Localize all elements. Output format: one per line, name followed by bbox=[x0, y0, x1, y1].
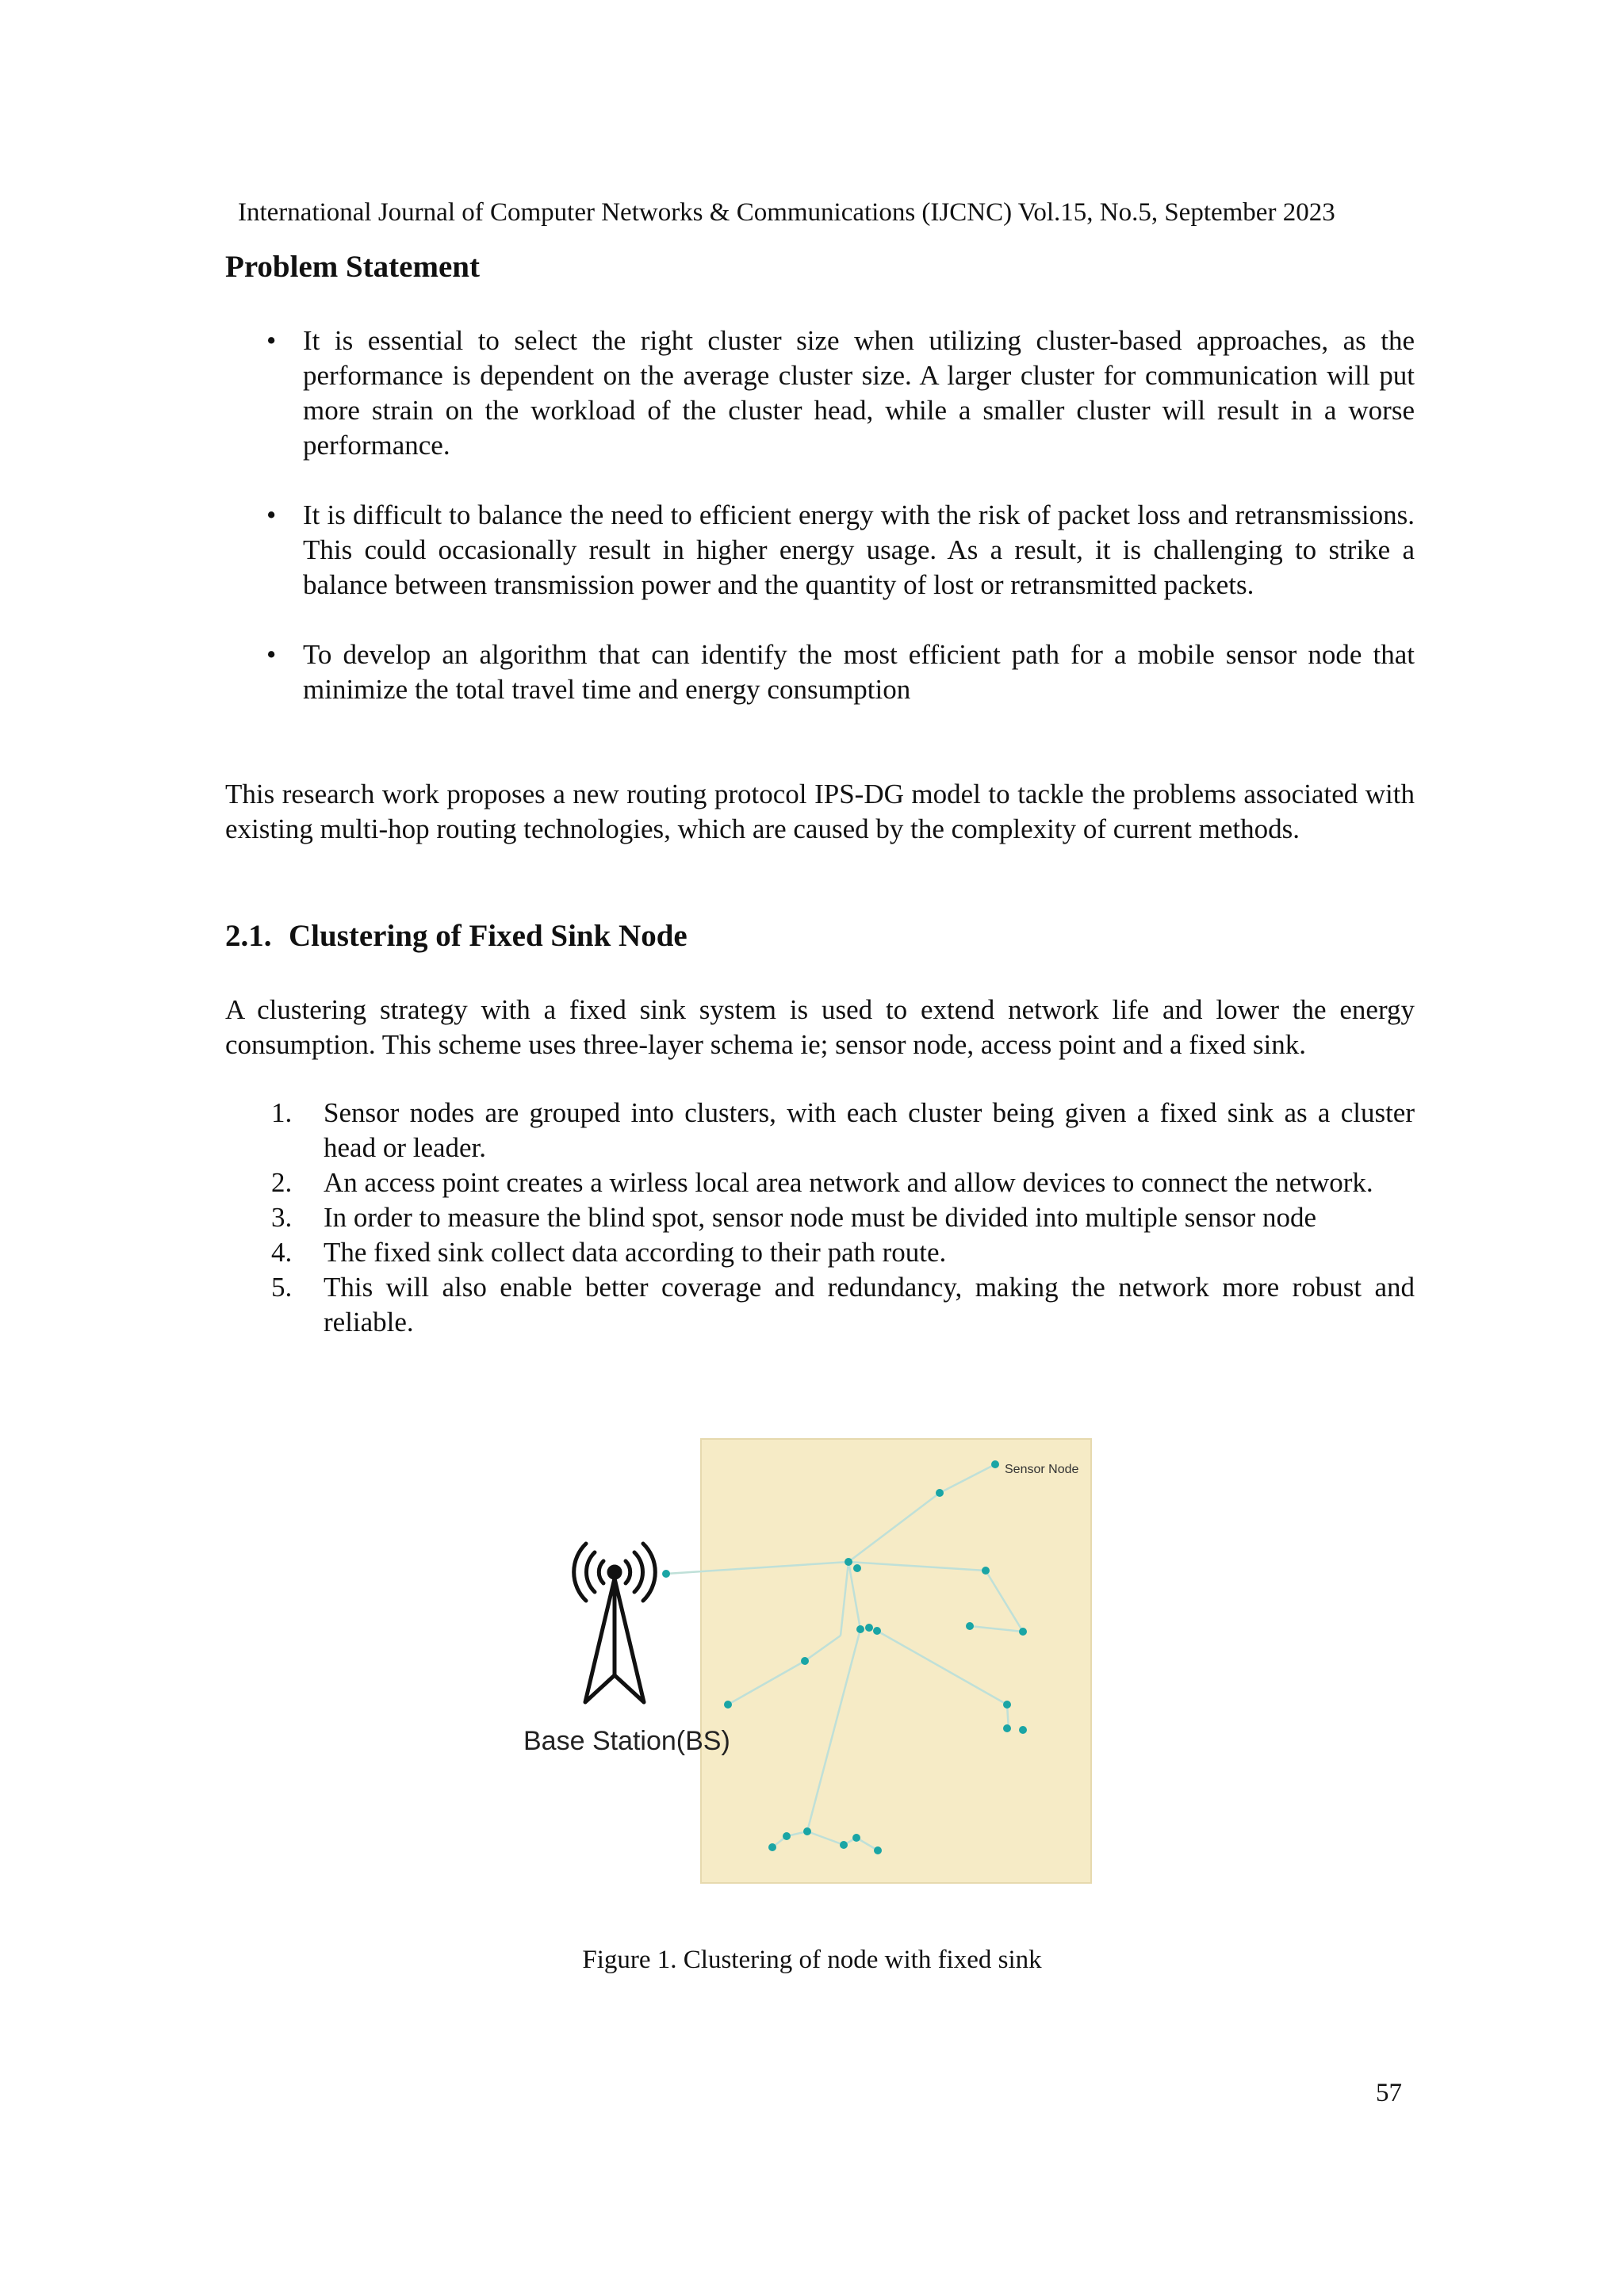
wave-outer-right-icon bbox=[643, 1544, 655, 1601]
sensor-node bbox=[845, 1558, 852, 1566]
sensor-node bbox=[783, 1832, 791, 1840]
sensor-node-label: Sensor Node bbox=[1005, 1463, 1079, 1476]
problem-bullet: • It is difficult to balance the need to efficient energy with the risk of packet loss and retransmissions. This could occasionally result in higher energy usage. As a result, it is challenging to strike a balance between transmission power and the quantity of lost or retransmitted packets. bbox=[266, 499, 1415, 600]
sensor-node bbox=[874, 1846, 882, 1854]
sensor-node bbox=[1019, 1628, 1027, 1636]
numbered-item: 1. Sensor nodes are grouped into clusters, with each cluster being given a fixed sink as a cluster head or leader. bbox=[271, 1097, 1415, 1163]
section-heading bbox=[225, 916, 688, 956]
sensor-node bbox=[966, 1622, 974, 1630]
sensor-node bbox=[856, 1625, 864, 1633]
problem-bullet: • To develop an algorithm that can identify the most efficient path for a mobile sensor node that minimize the total travel time and energy consumption bbox=[266, 639, 1415, 705]
wave-inner-right-icon bbox=[626, 1561, 630, 1583]
sensor-node bbox=[662, 1570, 670, 1578]
numbered-item: 2. An access point creates a wirless local area network and allow devices to connect the network. bbox=[271, 1167, 1373, 1198]
numbered-list bbox=[225, 1096, 1415, 1340]
sensor-node bbox=[768, 1843, 776, 1851]
problem-paragraph: This research work proposes a new routing protocol IPS-DG model to tackle the problems associated with existing multi-hop routing technologies, which are caused by the complexity of current methods. bbox=[225, 779, 1415, 844]
bullet-icon: • bbox=[266, 639, 277, 670]
sensor-node bbox=[724, 1701, 732, 1709]
sensor-node bbox=[852, 1834, 860, 1842]
sensor-node bbox=[801, 1657, 809, 1665]
running-header: International Journal of Computer Networks & Communications (IJCNC) Vol.15, No.5, September 2023 bbox=[238, 198, 1335, 227]
figure-clustering-diagram bbox=[508, 1423, 1094, 1891]
antenna-top-icon bbox=[609, 1567, 620, 1578]
numbered-item: 3. In order to measure the blind spot, sensor node must be divided into multiple sensor node bbox=[271, 1202, 1317, 1233]
problem-bullet: • It is essential to select the right cluster size when utilizing cluster-based approaches, as the performance is dependent on the average cluster size. A larger cluster for communication will put more strain on the workload of the cluster head, while a smaller cluster will result in a worse performance. bbox=[266, 325, 1415, 461]
sensor-node bbox=[1003, 1724, 1011, 1732]
figure-caption: Figure 1. Clustering of node with fixed sink bbox=[582, 1946, 1042, 1974]
section-title: Clustering of Fixed Sink Node bbox=[289, 919, 688, 953]
wave-inner-left-icon bbox=[599, 1561, 603, 1583]
section-paragraph: A clustering strategy with a fixed sink system is used to extend network life and lower the energy consumption. This scheme uses three-layer schema ie; sensor node, access point and a fixed sink. bbox=[225, 994, 1415, 1060]
sensor-node bbox=[873, 1627, 881, 1635]
wave-outer-left-icon bbox=[574, 1544, 586, 1601]
wave-mid-left-icon bbox=[586, 1552, 595, 1592]
sensor-node bbox=[853, 1564, 861, 1572]
sensor-node bbox=[803, 1827, 811, 1835]
numbered-item: 5. This will also enable better coverage and redundancy, making the network more robust and reliable. bbox=[271, 1272, 1415, 1337]
numbered-item: 4. The fixed sink collect data according to their path route. bbox=[271, 1237, 947, 1268]
sensor-node bbox=[936, 1489, 944, 1497]
sensor-node bbox=[982, 1567, 990, 1575]
section-number: 2.1. bbox=[225, 919, 272, 953]
page-number: 57 bbox=[1376, 2079, 1402, 2107]
wave-mid-right-icon bbox=[634, 1552, 643, 1592]
bullet-icon: • bbox=[266, 499, 277, 530]
sensor-node bbox=[865, 1624, 873, 1632]
sensor-node bbox=[1019, 1726, 1027, 1734]
sensor-node bbox=[991, 1460, 999, 1468]
bullet-icon: • bbox=[266, 325, 277, 356]
sensor-node bbox=[1003, 1701, 1011, 1709]
sensor-field-panel bbox=[701, 1439, 1091, 1883]
clustering-diagram-svg bbox=[508, 1423, 1094, 1891]
sensor-node bbox=[840, 1841, 848, 1849]
problem-bullet-list bbox=[225, 323, 1415, 742]
base-station-icon bbox=[574, 1544, 656, 1702]
problem-statement-heading: Problem Statement bbox=[225, 250, 480, 284]
base-station-label: Base Station(BS) bbox=[523, 1726, 730, 1756]
